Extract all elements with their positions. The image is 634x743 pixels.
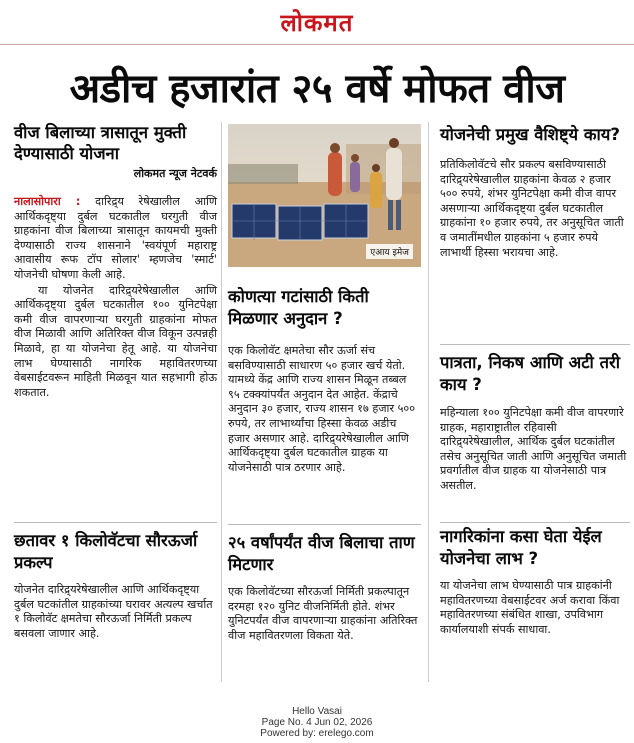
footer-page: Page No. 4 Jun 02, 2026 [261, 717, 373, 728]
howto-body: या योजनेचा लाभ घेण्यासाठी पात्र ग्राहकांनी महावितरणच्या वेबसाईटवर अर्ज करावा किंवा महावितरणच्या संबंधित शाखा, उपविभाग कार्यालयाशी संपर्क साधावा. [440, 579, 620, 636]
column-rule-1 [221, 122, 222, 682]
main-headline: अडीच हजारांत २५ वर्षे मोफत वीज [69, 66, 565, 112]
howto-article [440, 526, 630, 637]
masthead-rule [0, 44, 634, 45]
right-divider-1 [440, 344, 630, 345]
lead-article [14, 122, 217, 400]
lead-para-1: दारिद्र्य रेषेखालील आणि आर्थिकदृष्ट्या दुर्बल घटकातील घरगुती वीज ग्राहकांना वीज बिलाच्या त्रासातून कायमची मुक्ती देण्यासाठी राज्य शासनाने 'स्वयंपूर्ण महाराष्ट्र आवासीय रूफ टॉप सोलार' म्हणजेच 'स्मार्ट' योजनेची घोषणा केली आहे. [14, 195, 217, 281]
subsidy-article [228, 286, 421, 475]
eligibility-title: पात्रता, निकष आणि अटी तरी काय ? [440, 353, 621, 394]
lead-title: वीज बिलाच्या त्रासातून मुक्ती देण्यासाठी योजना [14, 123, 187, 163]
footer-powered: Powered by: erelego.com [260, 728, 374, 739]
lead-body [14, 195, 217, 400]
rooftop-article [14, 530, 217, 641]
lokmat-logo: लोकमत [280, 8, 354, 37]
photo-credit: एआय इमेज [366, 244, 413, 259]
footer-edition: Hello Vasai [292, 706, 342, 717]
years-body: एक किलोवॅटच्या सौरऊर्जा निर्मिती प्रकल्पातून दरमहा १२० युनिट वीजनिर्मिती होते. शंभर युनिटपर्यंत वीज वापरणाऱ्या ग्राहकांना अतिरिक्त वीज महावितरणला विकता येते. [228, 585, 418, 642]
eligibility-body: महिन्याला १०० युनिटपेक्षा कमी वीज वापरणारे ग्राहक, महाराष्ट्रातील रहिवासी दारिद्र्यरेषेखालील, आर्थिक दुर्बल घटकांतील तसेच अनुसूचित जाती आणि अनुसूचित जमाती प्रवर्गातील वीज ग्राहक या योजनेसाठी पात्र असतील. [440, 406, 627, 492]
rooftop-body: योजनेत दारिद्र्यरेषेखालील आणि आर्थिकदृष्ट्या दुर्बल घटकांतील ग्राहकांच्या घरावर अत्यल्प खर्चात १ किलोवॅट क्षमतेचा सौरऊर्जा निर्मिती प्रकल्प बसवला जाणार आहे. [14, 583, 213, 640]
lead-para-2: या योजनेत दारिद्र्यरेषेखालील आणि आर्थिकदृष्ट्या दुर्बल घटकातील १०० युनिटपेक्षा कमी वीज वापरणाऱ्या घरगुती ग्राहकांना मोफत वीज मिळावी आणि अतिरिक्त वीज विकून उत्पन्नही मिळावे, हा या योजनेचा हेतू आहे. या योजनेचा लाभ घेण्यासाठी नागरिक महावितरणच्या वेबसाईटवरून माहिती मिळवून यात सहभागी होऊ शकतात. [14, 283, 217, 399]
left-divider [14, 522, 217, 523]
years-title: २५ वर्षांपर्यंत वीज बिलाचा ताण मिटणार [228, 533, 415, 574]
features-article [440, 124, 630, 260]
subsidy-title: कोणत्या गटांसाठी किती मिळणार अनुदान ? [228, 287, 369, 328]
rooftop-title: छतावर १ किलोवॅटचा सौरऊर्जा प्रकल्प [14, 531, 198, 572]
byline: लोकमत न्यूज नेटवर्क [133, 167, 217, 180]
column-rule-2 [428, 122, 429, 682]
solar-family-photo [228, 124, 421, 267]
masthead [0, 6, 634, 40]
features-title: योजनेची प्रमुख वैशिष्ट्ये काय? [440, 125, 620, 144]
years-article [228, 532, 421, 643]
dateline: नालासोपारा : [14, 195, 81, 208]
subsidy-body: एक किलोवॅट क्षमतेचा सौर ऊर्जा संच बसविण्यासाठी साधारण ५० हजार खर्च येतो. यामध्ये केंद्र आणि राज्य शासन मिळून तब्बल ९५ टक्क्यांपर्यंत अनुदान देत आहेत. केंद्राचे अनुदान ३० हजार, राज्य शासन १७ हजार ५०० रुपये, तर लाभार्थ्यांचा हिस्सा केवळ अडीच हजार असणार आहे. दारिद्र्यरेषेखालील आणि आर्थिकदृष्ट्या दुर्बल घटकातील ग्राहक या योजनेसाठी पात्र ठरणार आहे. [228, 344, 416, 474]
howto-title: नागरिकांना कसा घेता येईल योजनेचा लाभ ? [440, 527, 602, 568]
eligibility-article [440, 352, 630, 494]
features-body: प्रतिकिलोवॅटचे सौर प्रकल्प बसविण्यासाठी दारिद्र्यरेषेखालील ग्राहकांना केवळ २ हजार ५०० रुपये, शंभर युनिटपेक्षा कमी वीज वापर असणाऱ्या आर्थिकदृष्ट्या दुर्बल घटकातील ग्राहकांना १० हजार रुपये, तर अनुसूचित जाती व जमातींमधील ग्राहकांना ५ हजार रुपये लाभार्थी हिस्सा भरायचा आहे. [440, 158, 624, 259]
mid-divider [228, 524, 421, 525]
right-divider-2 [440, 522, 630, 523]
